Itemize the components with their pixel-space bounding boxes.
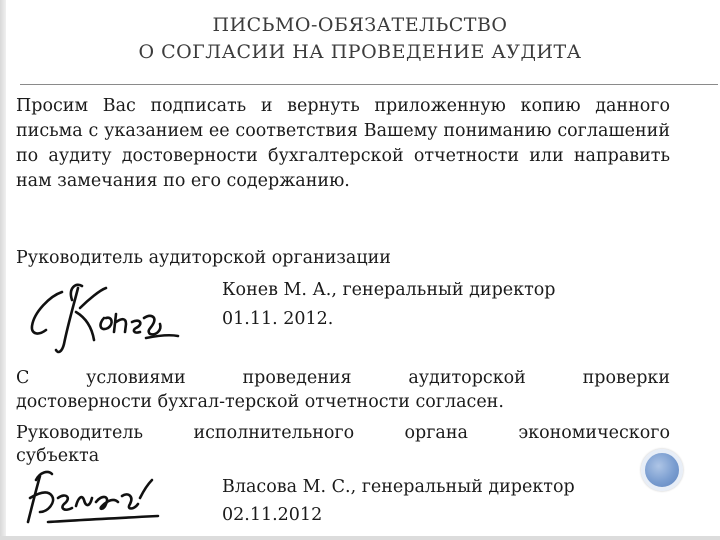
agreement-word: С <box>16 368 30 388</box>
agreement-line-1 <box>16 368 670 388</box>
agreement-word: проведения <box>242 368 352 388</box>
client-role-line-1 <box>16 423 670 443</box>
client-role-word: экономического <box>518 423 670 443</box>
client-role-word: органа <box>404 423 468 443</box>
slide-bottom-edge <box>0 536 720 540</box>
client-name: Власова М. С., генеральный директор <box>222 477 575 497</box>
request-paragraph: Просим Вас подписать и вернуть приложенную копию данного письма с указанием ее соответствия Вашему пониманию соглашений по аудиту достоверности бухгалтерской отчетности или направить нам замечания по его содержанию. <box>16 96 670 191</box>
auditor-date: 01.11. 2012. <box>222 309 334 329</box>
client-signature-icon <box>18 462 178 532</box>
agreement-word: проверки <box>582 368 670 388</box>
agreement-word: аудиторской <box>408 368 526 388</box>
auditor-role: Руководитель аудиторской организации <box>16 248 391 268</box>
agreement-line-2: достоверности бухгал-терской отчетности согласен. <box>16 392 504 412</box>
page-title-line-1: ПИСЬМО-ОБЯЗАТЕЛЬСТВО <box>212 14 508 36</box>
client-date: 02.11.2012 <box>222 505 323 525</box>
agreement-word: условиями <box>86 368 186 388</box>
navigation-circle-button[interactable] <box>641 449 683 491</box>
title-divider <box>20 84 718 85</box>
client-role-word: исполнительного <box>193 423 355 443</box>
auditor-signature-icon <box>22 278 192 358</box>
client-role-word: Руководитель <box>16 423 144 443</box>
page-title-line-2: О СОГЛАСИИ НА ПРОВЕДЕНИЕ АУДИТА <box>138 41 582 63</box>
client-role-line-2: субъекта <box>16 446 100 466</box>
slide-left-edge <box>0 0 6 540</box>
auditor-name: Конев М. А., генеральный директор <box>222 280 556 300</box>
